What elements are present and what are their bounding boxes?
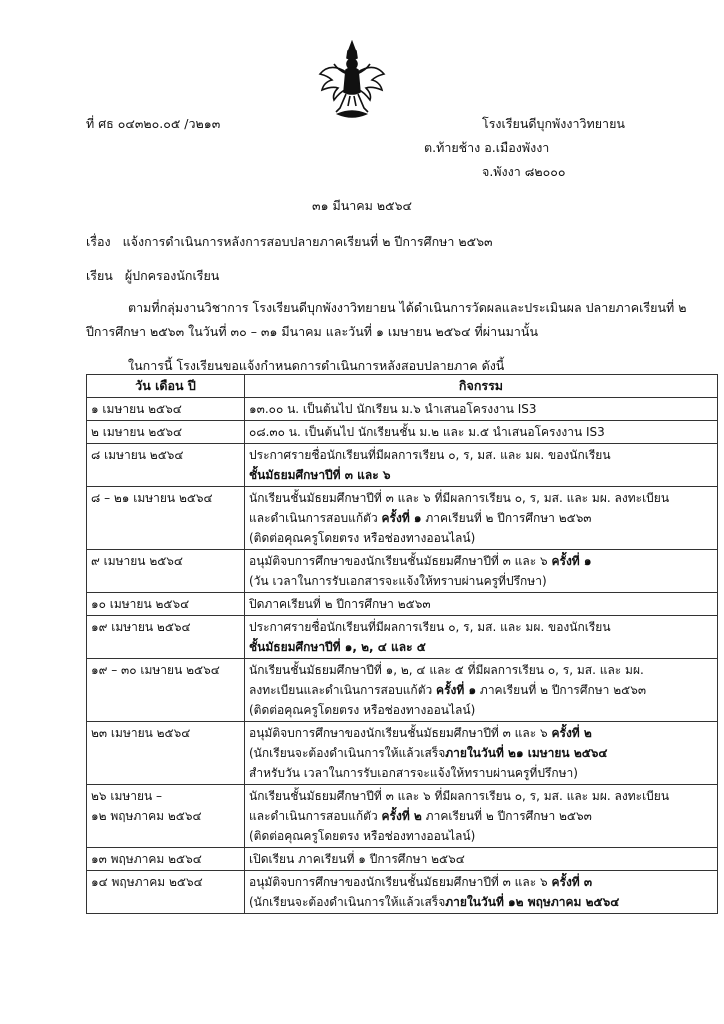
row-activity-cell — [245, 616, 718, 659]
activity-line — [249, 723, 713, 743]
activity-text: ภาคเรียนที่ ๒ ปีการศึกษา ๒๕๖๓ — [421, 511, 592, 525]
activity-line — [249, 637, 713, 657]
activity-line — [249, 488, 713, 508]
table-row — [87, 848, 718, 871]
activity-emphasis-text: ครั้งที่ ๒ — [551, 726, 592, 740]
row-activity-cell — [245, 487, 718, 550]
activity-line — [249, 806, 713, 826]
header-activity: กิจกรรม — [245, 375, 718, 398]
body-paragraph-line1: ตามที่กลุ่มงานวิชาการ โรงเรียนดีบุกพังงาวิทยายน ได้ดำเนินการวัดผลและประเมินผล ปลายภาคเรียนที่ ๒ — [128, 300, 687, 315]
activity-line — [249, 528, 713, 548]
row-date-text: ๘ – ๒๑ เมษายน ๒๕๖๔ — [91, 491, 213, 505]
row-date-cell — [87, 616, 245, 659]
activity-line — [249, 849, 713, 869]
table-row — [87, 398, 718, 421]
row-date-text: ๒ เมษายน ๒๕๖๔ — [91, 425, 183, 439]
table-row — [87, 722, 718, 785]
activity-line — [249, 660, 713, 680]
activity-line — [249, 399, 713, 419]
body-paragraph-line2: ปีการศึกษา ๒๕๖๓ ในวันที่ ๓๐ – ๓๑ มีนาคม และวันที่ ๑ เมษายน ๒๕๖๔ ที่ผ่านมานั้น — [86, 324, 539, 339]
schedule-table — [86, 374, 718, 914]
table-row — [87, 616, 718, 659]
activity-emphasis-text: ชั้นมัธยมศึกษาปีที่ ๑, ๒, ๔ และ ๕ — [249, 640, 426, 654]
row-date-text: ๑๐ เมษายน ๒๕๖๔ — [91, 597, 190, 611]
row-activity-cell — [245, 444, 718, 487]
activity-text: นักเรียนชั้นมัธยมศึกษาปีที่ ๓ และ ๖ ที่มีผลการเรียน ๐, ร, มส. และ มผ. ลงทะเบียน — [249, 491, 670, 505]
activity-text: ลงทะเบียนและดำเนินการสอบแก้ตัว — [249, 683, 437, 697]
schedule-intro: ในการนี้ โรงเรียนขอแจ้งกำหนดการดำเนินการหลังสอบปลายภาค ดังนี้ — [128, 358, 505, 373]
row-date-text: ๑ เมษายน ๒๕๖๔ — [91, 402, 182, 416]
activity-text: ๑๓.๐๐ น. เป็นต้นไป นักเรียน ม.๖ นำเสนอโครงงาน IS3 — [249, 402, 537, 416]
table-row — [87, 871, 718, 914]
activity-text: (นักเรียนจะต้องดำเนินการให้แล้วเสร็จ — [249, 895, 446, 909]
activity-line — [249, 594, 713, 614]
activity-text: อนุมัติจบการศึกษาของนักเรียนชั้นมัธยมศึกษาปีที่ ๓ และ ๖ — [249, 875, 552, 889]
row-date-cell — [87, 550, 245, 593]
activity-text: ภาคเรียนที่ ๒ ปีการศึกษา ๒๕๖๓ — [476, 683, 647, 697]
school-address-line2: จ.พังงา ๘๒๐๐๐ — [482, 164, 566, 179]
activity-text: อนุมัติจบการศึกษาของนักเรียนชั้นมัธยมศึกษาปีที่ ๓ และ ๖ — [249, 726, 552, 740]
table-row — [87, 487, 718, 550]
letter-date: ๓๑ มีนาคม ๒๕๖๔ — [312, 198, 412, 213]
activity-text: (ติดต่อคุณครูโดยตรง หรือช่องทางออนไลน์) — [249, 531, 476, 545]
activity-emphasis-text: ครั้งที่ ๑ — [381, 511, 422, 525]
activity-text: ภาคเรียนที่ ๒ ปีการศึกษา ๒๕๖๓ — [421, 809, 592, 823]
activity-emphasis-text: ครั้งที่ ๑ — [551, 554, 592, 568]
school-name: โรงเรียนดีบุกพังงาวิทยายน — [482, 116, 625, 131]
row-date-text: ๙ เมษายน ๒๕๖๔ — [91, 554, 184, 568]
activity-line — [249, 700, 713, 720]
activity-line — [249, 680, 713, 700]
row-date-text: ๑๔ พฤษภาคม ๒๕๖๔ — [91, 875, 203, 889]
table-row — [87, 659, 718, 722]
row-date-cell — [87, 398, 245, 421]
row-date-cell — [87, 659, 245, 722]
activity-line — [249, 465, 713, 485]
activity-line — [249, 422, 713, 442]
activity-text: (ติดต่อคุณครูโดยตรง หรือช่องทางออนไลน์) — [249, 703, 476, 717]
activity-text: ๐๘.๓๐ น. เป็นต้นไป นักเรียนชั้น ม.๒ และ ม.๕ นำเสนอโครงงาน IS3 — [249, 425, 605, 439]
row-date-cell — [87, 848, 245, 871]
activity-text: นักเรียนชั้นมัธยมศึกษาปีที่ ๑, ๒, ๔ และ ๕ ที่มีผลการเรียน ๐, ร, มส. และ มผ. — [249, 663, 644, 677]
activity-text: เปิดเรียน ภาคเรียนที่ ๑ ปีการศึกษา ๒๕๖๔ — [249, 852, 465, 866]
table-header-row — [87, 375, 718, 398]
row-date-text: ๑๙ เมษายน ๒๕๖๔ — [91, 620, 191, 634]
activity-emphasis-text: ภายในวันที่ ๒๑ เมษายน ๒๕๖๔ — [445, 746, 608, 760]
activity-emphasis-text: ภายในวันที่ ๑๒ พฤษภาคม ๒๕๖๔ — [445, 895, 620, 909]
row-activity-cell — [245, 659, 718, 722]
row-activity-cell — [245, 421, 718, 444]
activity-emphasis-text: ครั้งที่ ๒ — [381, 809, 422, 823]
table-row — [87, 421, 718, 444]
row-activity-cell — [245, 398, 718, 421]
subject-label: เรื่อง — [86, 234, 111, 249]
activity-line — [249, 786, 713, 806]
reference-number: ที่ ศธ ๐๔๓๒๐.๐๕ /ว๒๑๓ — [86, 116, 221, 131]
row-activity-cell — [245, 593, 718, 616]
table-row — [87, 593, 718, 616]
activity-line — [249, 892, 713, 912]
table-row — [87, 550, 718, 593]
recipient-text: ผู้ปกครองนักเรียน — [124, 268, 220, 283]
row-date-text: ๒๖ เมษายน – — [91, 789, 163, 803]
school-address-line1: ต.ท้ายช้าง อ.เมืองพังงา — [424, 140, 550, 155]
header-date: วัน เดือน ปี — [87, 375, 245, 398]
row-date-cell — [87, 487, 245, 550]
subject-text: แจ้งการดำเนินการหลังการสอบปลายภาคเรียนที่ ๒ ปีการศึกษา ๒๕๖๓ — [122, 234, 493, 249]
activity-text: (วัน เวลาในการรับเอกสารจะแจ้งให้ทราบผ่านครูที่ปรึกษา) — [249, 574, 547, 588]
activity-text: สำหรับวัน เวลาในการรับเอกสารจะแจ้งให้ทราบผ่านครูที่ปรึกษา) — [249, 766, 578, 780]
table-row — [87, 444, 718, 487]
row-activity-cell — [245, 785, 718, 848]
activity-text: ประกาศรายชื่อนักเรียนที่มีผลการเรียน ๐, ร, มส. และ มผ. ของนักเรียน — [249, 620, 611, 634]
activity-line — [249, 826, 713, 846]
row-date-cell — [87, 871, 245, 914]
activity-text: อนุมัติจบการศึกษาของนักเรียนชั้นมัธยมศึกษาปีที่ ๓ และ ๖ — [249, 554, 552, 568]
activity-line — [249, 743, 713, 763]
row-date-cell — [87, 444, 245, 487]
row-date-text: ๑๓ พฤษภาคม ๒๕๖๔ — [91, 852, 202, 866]
row-date-text: ๘ เมษายน ๒๕๖๔ — [91, 448, 184, 462]
activity-line — [249, 445, 713, 465]
table-row — [87, 785, 718, 848]
row-activity-cell — [245, 848, 718, 871]
activity-emphasis-text: ชั้นมัธยมศึกษาปีที่ ๓ และ ๖ — [249, 468, 391, 482]
row-date-text: ๒๓ เมษายน ๒๕๖๔ — [91, 726, 191, 740]
row-activity-cell — [245, 550, 718, 593]
row-date-cell — [87, 785, 245, 848]
row-date-cell — [87, 421, 245, 444]
activity-text: (นักเรียนจะต้องดำเนินการให้แล้วเสร็จ — [249, 746, 446, 760]
activity-line — [249, 571, 713, 591]
activity-line — [249, 551, 713, 571]
activity-text: (ติดต่อคุณครูโดยตรง หรือช่องทางออนไลน์) — [249, 829, 476, 843]
activity-text: ประกาศรายชื่อนักเรียนที่มีผลการเรียน ๐, ร, มส. และ มผ. ของนักเรียน — [249, 448, 611, 462]
recipient-line — [86, 266, 219, 286]
activity-line — [249, 872, 713, 892]
activity-line — [249, 617, 713, 637]
activity-text: นักเรียนชั้นมัธยมศึกษาปีที่ ๓ และ ๖ ที่มีผลการเรียน ๐, ร, มส. และ มผ. ลงทะเบียน — [249, 789, 670, 803]
activity-text: ปิดภาคเรียนที่ ๒ ปีการศึกษา ๒๕๖๓ — [249, 597, 431, 611]
activity-text: และดำเนินการสอบแก้ตัว — [249, 511, 382, 525]
activity-emphasis-text: ครั้งที่ ๓ — [551, 875, 593, 889]
recipient-label: เรียน — [86, 268, 113, 283]
activity-emphasis-text: ครั้งที่ ๑ — [436, 683, 477, 697]
row-date-cell — [87, 722, 245, 785]
schedule-table-body — [87, 398, 718, 914]
subject-line — [86, 232, 493, 252]
row-activity-cell — [245, 871, 718, 914]
activity-line — [249, 508, 713, 528]
row-date-text: ๑๙ – ๓๐ เมษายน ๒๕๖๔ — [91, 663, 220, 677]
row-date-text: ๑๒ พฤษภาคม ๒๕๖๔ — [91, 809, 202, 823]
activity-text: และดำเนินการสอบแก้ตัว — [249, 809, 382, 823]
row-activity-cell — [245, 722, 718, 785]
activity-line — [249, 763, 713, 783]
garuda-emblem-icon — [316, 40, 388, 122]
row-date-cell — [87, 593, 245, 616]
